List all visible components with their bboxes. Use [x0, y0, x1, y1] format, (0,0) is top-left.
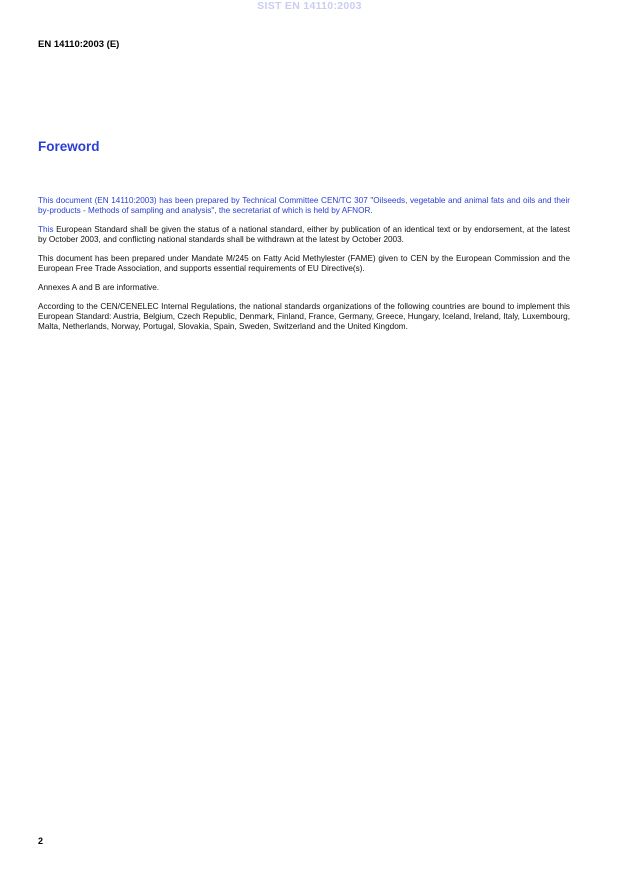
document-id-header: EN 14110:2003 (E) [38, 39, 120, 50]
foreword-paragraph-2 [38, 225, 570, 245]
watermark: SIST EN 14110:2003 [257, 0, 362, 12]
paragraph-2-text: European Standard shall be given the status of a national standard, either by publication of an identical text or by endorsement, at the latest by October 2003, and conflicting national standards shall be withdrawn at the latest by October 2003. [38, 225, 570, 244]
foreword-paragraph-4: Annexes A and B are informative. [38, 283, 160, 292]
page-number: 2 [38, 836, 44, 846]
foreword-paragraph-3: This document has been prepared under Mandate M/245 on Fatty Acid Methylester (FAME) given to CEN by the European Commission and the European Free Trade Association, and supports essential requirements of EU Directive(s). [38, 254, 570, 273]
foreword-body [38, 196, 570, 341]
foreword-heading: Foreword [38, 139, 100, 154]
foreword-paragraph-1: This document (EN 14110:2003) has been prepared by Technical Committee CEN/TC 307 "Oilseeds, vegetable and animal fats and oils and their by-products - Methods of sampling and analysis", the secretariat of which is held by AFNOR. [38, 196, 570, 215]
foreword-paragraph-5: According to the CEN/CENELEC Internal Regulations, the national standards organizations of the following countries are bound to implement this European Standard: Austria, Belgium, Czech Republic, Denmark, Finland, France, Germany, Greece, Hungary, Iceland, Ireland, Italy, Luxembourg, Malta, Netherlands, Norway, Portugal, Slovakia, Spain, Sweden, Switzerland and the United Kingdom. [38, 302, 570, 331]
paragraph-2-lead: This [38, 225, 54, 234]
